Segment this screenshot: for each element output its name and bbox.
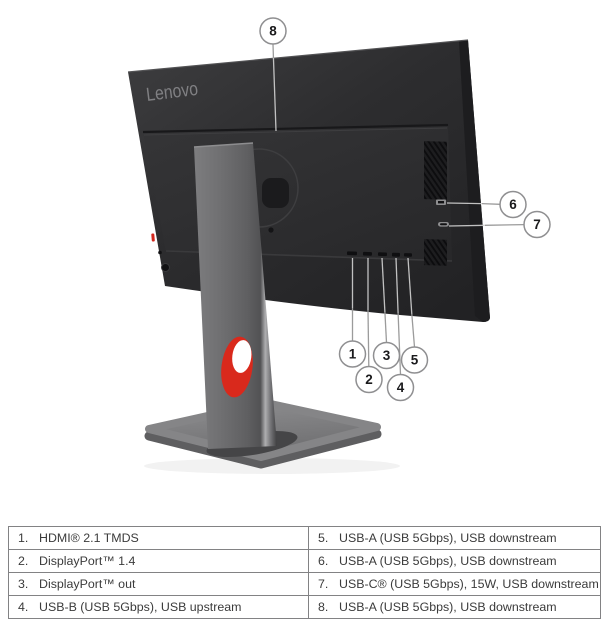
legend-label: USB-A (USB 5Gbps), USB downstream: [339, 531, 557, 545]
legend-label: USB-A (USB 5Gbps), USB downstream: [339, 600, 557, 614]
callout-1-number: 1: [348, 346, 357, 362]
callout-2-number: 2: [365, 372, 373, 388]
callout-6-number: 6: [509, 197, 517, 213]
callout-4-number: 4: [396, 380, 405, 396]
callout-3: [374, 343, 400, 369]
monitor-back: [128, 40, 490, 322]
callout-6: [500, 192, 526, 218]
side-port-usb-a: [436, 200, 446, 206]
port-dp-in: [363, 252, 372, 256]
side-port-usb-c: [438, 222, 449, 227]
power-led-mark: [151, 233, 155, 241]
callout-7-number: 7: [533, 217, 541, 233]
kensington-lock-hole: [162, 264, 170, 272]
hinge-screw: [268, 227, 273, 232]
lenovo-logo: Lenovo: [145, 77, 210, 106]
callout-8: [260, 18, 286, 44]
callout-2: [356, 367, 382, 393]
joystick-dot: [158, 251, 162, 255]
table-row: [9, 573, 601, 596]
legend-table: [8, 526, 601, 619]
legend-num: 5.: [318, 531, 329, 545]
callout-1: [340, 341, 366, 367]
legend-num: 2.: [18, 554, 29, 568]
callout-3-number: 3: [382, 348, 391, 364]
legend-cell-6: [309, 550, 601, 573]
legend-label: DisplayPort™ 1.4: [39, 554, 136, 568]
legend-cell-5: [309, 527, 601, 550]
legend-cell-1: [9, 527, 309, 550]
legend-cell-4: [9, 596, 309, 619]
legend-num: 8.: [318, 600, 329, 614]
legend-label: USB-B (USB 5Gbps), USB upstream: [39, 600, 242, 614]
legend-num: 7.: [318, 577, 329, 591]
legend-label: HDMI® 2.1 TMDS: [39, 531, 139, 545]
stand-hinge: [262, 178, 289, 208]
port-usb-a-bottom: [404, 253, 412, 257]
legend-num: 4.: [18, 600, 29, 614]
port-hdmi: [347, 251, 357, 255]
callout-8-number: 8: [269, 23, 277, 39]
table-row: [9, 596, 601, 619]
legend-cell-3: [9, 573, 309, 596]
port-usb-b: [392, 253, 400, 257]
callout-4: [388, 375, 414, 401]
legend-num: 3.: [18, 577, 29, 591]
table-row: [9, 550, 601, 573]
table-row: [9, 527, 601, 550]
callout-5-number: 5: [410, 352, 419, 368]
legend-label: USB-C® (USB 5Gbps), 15W, USB downstream: [339, 577, 599, 591]
legend-label: DisplayPort™ out: [39, 577, 136, 591]
port-dp-out: [378, 252, 387, 256]
legend-num: 1.: [18, 531, 29, 545]
callout-5: [402, 347, 428, 373]
legend-cell-2: [9, 550, 309, 573]
legend-label: USB-A (USB 5Gbps), USB downstream: [339, 554, 557, 568]
legend-cell-7: [309, 573, 601, 596]
legend-cell-8: [309, 596, 601, 619]
legend-num: 6.: [318, 554, 329, 568]
callout-7: [524, 212, 550, 238]
